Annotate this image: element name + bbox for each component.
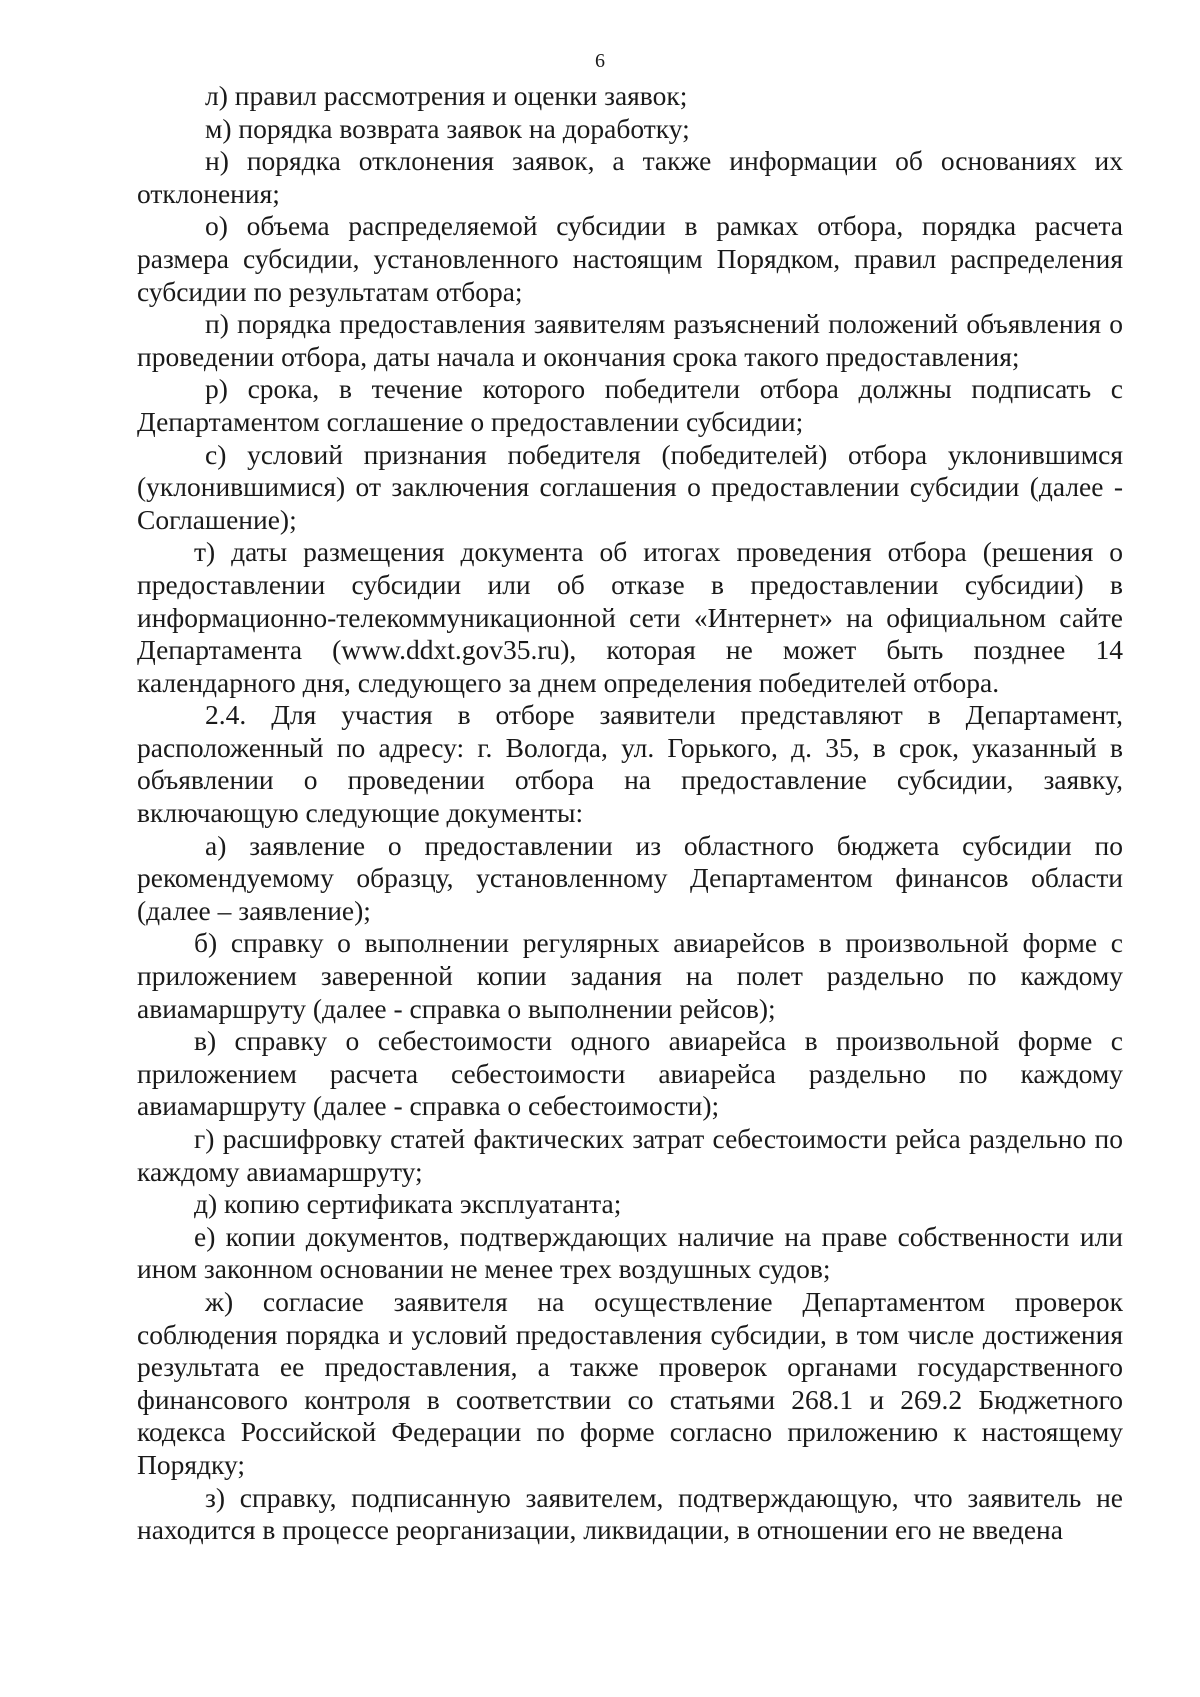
paragraph-e: е) копии документов, подтверждающих наличие на праве собственности или ином законном основании не менее трех воздушных судов; bbox=[137, 1220, 1123, 1285]
paragraph-g: г) расшифровку статей фактических затрат себестоимости рейса раздельно по каждому авиамаршруту; bbox=[137, 1123, 1123, 1187]
paragraph-d: д) копию сертификата эксплуатанта; bbox=[194, 1188, 622, 1220]
paragraph-r: р) срока, в течение которого победители отбора должны подписать с Департаментом соглашение о предоставлении субсидии; bbox=[137, 373, 1123, 437]
paragraph-z: з) справку, подписанную заявителем, подтверждающую, что заявитель не находится в процессе реорганизации, ликвидации, в отношении его не введена bbox=[137, 1481, 1123, 1546]
paragraph-s: с) условий признания победителя (победителей) отбора уклонившимся (уклонившимися) от заключения соглашения о предоставлении субсидии (далее - Соглашение); bbox=[137, 438, 1123, 535]
paragraph-2-4: 2.4. Для участия в отборе заявители представляют в Департамент, расположенный по адресу: г. Вологда, ул. Горького, д. 35, в срок, указанный в объявлении о проведении отбора на предоставление субсидии, заявку, включающую следующие документы: bbox=[137, 699, 1123, 829]
paragraph-b: б) справку о выполнении регулярных авиарейсов в произвольной форме с приложением заверенной копии задания на полет раздельно по каждому авиамаршруту (далее - справка о выполнении рейсов); bbox=[137, 927, 1123, 1024]
paragraph-v: в) справку о себестоимости одного авиарейса в произвольной форме с приложением расчета себестоимости авиарейса раздельно по каждому авиамаршруту (далее - справка о себестоимости); bbox=[137, 1025, 1123, 1122]
paragraph-n: н) порядка отклонения заявок, а также информации об основаниях их отклонения; bbox=[137, 145, 1123, 209]
paragraph-m: м) порядка возврата заявок на доработку; bbox=[205, 112, 690, 144]
paragraph-p: п) порядка предоставления заявителям разъяснений положений объявления о проведении отбора, даты начала и окончания срока такого предоставления; bbox=[137, 308, 1123, 372]
paragraph-zh: ж) согласие заявителя на осуществление Департаментом проверок соблюдения порядка и условий предоставления субсидии, в том числе достижения результата ее предоставления, а также проверок органами государственного финансового контроля в соответствии со статьями 268.1 и 269.2 Бюджетного кодекса Российской Федерации по форме согласно приложению к настоящему Порядку; bbox=[137, 1285, 1123, 1480]
document-body bbox=[137, 80, 1123, 1547]
page-number: 6 bbox=[595, 50, 605, 72]
paragraph-t: т) даты размещения документа об итогах проведения отбора (решения о предоставлении субсидии или об отказе в предоставлении субсидии) в информационно-телекоммуникационной сети «Интернет» на официальном сайте Департамента (www.ddxt.gov35.ru), которая не может быть позднее 14 календарного дня, следующего за днем определения победителей отбора. bbox=[137, 536, 1123, 698]
paragraph-l: л) правил рассмотрения и оценки заявок; bbox=[205, 80, 688, 111]
paragraph-o: о) объема распределяемой субсидии в рамках отбора, порядка расчета размера субсидии, установленного настоящим Порядком, правил распределения субсидии по результатам отбора; bbox=[137, 210, 1123, 307]
paragraph-a: а) заявление о предоставлении из областного бюджета субсидии по рекомендуемому образцу, установленному Департаментом финансов области (далее – заявление); bbox=[137, 829, 1123, 926]
